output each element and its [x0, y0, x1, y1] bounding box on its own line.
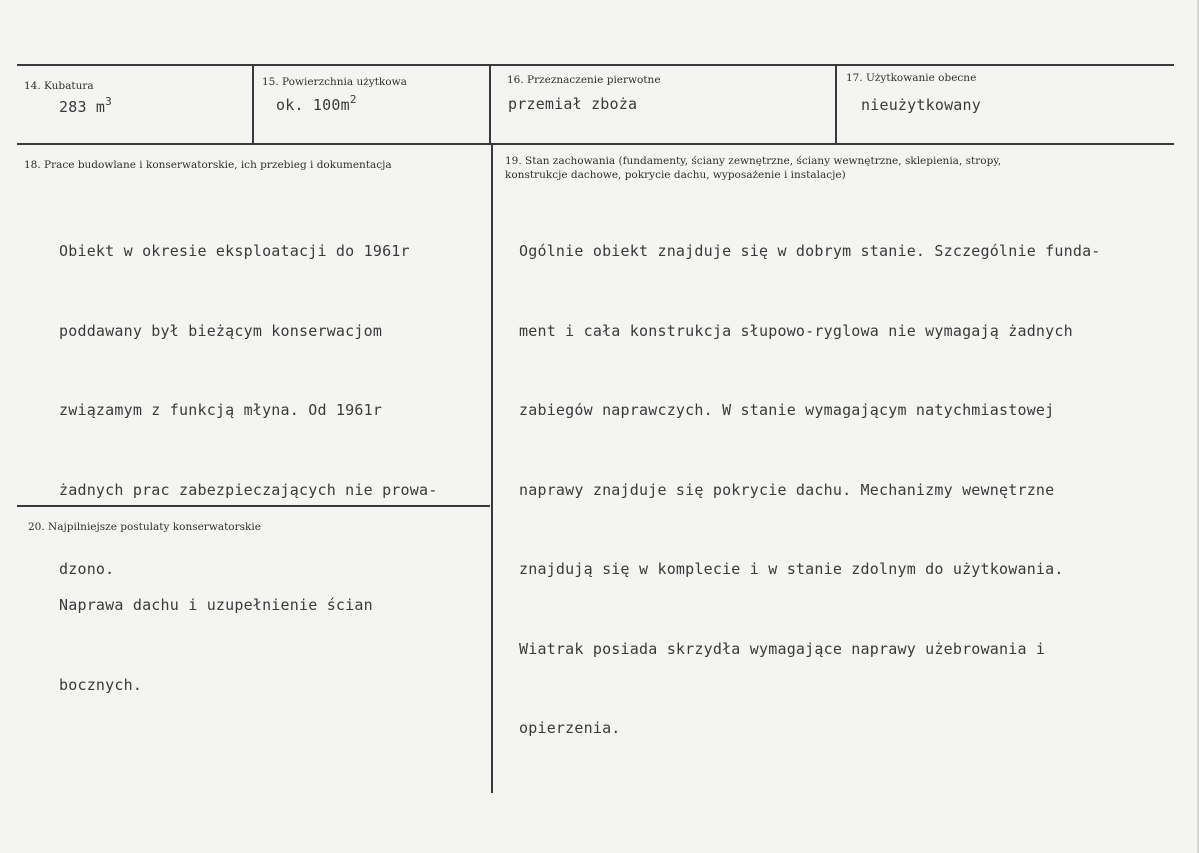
divider-16-17: [835, 64, 837, 144]
powierzchnia-label: 15. Powierzchnia użytkowa: [262, 76, 407, 88]
kubatura-label: 14. Kubatura: [24, 80, 94, 92]
prace-line: związamym z funkcją młyna. Od 1961r: [59, 401, 383, 419]
postulaty-label: 20. Najpilniejsze postulaty konserwatorskie: [28, 521, 261, 533]
postulaty-text: [59, 539, 373, 751]
powierzchnia-exponent: 2: [349, 93, 357, 106]
przeznaczenie-label: 16. Przeznaczenie pierwotne: [507, 74, 661, 86]
divider-14-15: [252, 64, 254, 144]
stan-line: Ogólnie obiekt znajduje się w dobrym stanie. Szczególnie funda-: [519, 242, 1101, 260]
divider-15-16: [489, 64, 491, 144]
stan-line: zabiegów naprawczych. W stanie wymagającym natychmiastowej: [519, 401, 1055, 419]
prace-line: żadnych prac zabezpieczających nie prowa-: [59, 480, 438, 499]
kubatura-number: 283 m: [59, 98, 106, 116]
uzytkowanie-label: 17. Użytkowanie obecne: [846, 72, 977, 84]
stan-line: znajdują się w komplecie i w stanie zdolnym do użytkowania.: [519, 560, 1064, 578]
powierzchnia-value: [276, 92, 357, 121]
row1-bottom-rule: [17, 143, 1174, 145]
stan-line: Wiatrak posiada skrzydła wymagające naprawy użebrowania i: [519, 639, 1046, 658]
kubatura-value: [59, 94, 112, 123]
divider-column-main: [491, 143, 493, 793]
stan-label-line1: 19. Stan zachowania (fundamenty, ściany zewnętrzne, ściany wewnętrzne, sklepienia, stropy,: [505, 155, 1002, 167]
postulaty-line: bocznych.: [59, 675, 143, 694]
prace-line: Obiekt w okresie eksploatacji do 1961r: [59, 242, 410, 260]
stan-line: opierzenia.: [519, 719, 621, 737]
prace-line: poddawany był bieżącym konserwacjom: [59, 321, 383, 340]
przeznaczenie-value: przemiał zboża: [508, 95, 638, 113]
prace-label: 18. Prace budowlane i konserwatorskie, ich przebieg i dokumentacja: [24, 159, 392, 171]
powierzchnia-number: ok. 100m: [276, 96, 350, 114]
stan-label-line2: konstrukcje dachowe, pokrycie dachu, wyposażenie i instalacje): [505, 169, 846, 181]
stan-text: [519, 185, 1101, 795]
prace-line: dzono.: [59, 560, 115, 578]
uzytkowanie-value: nieużytkowany: [861, 96, 981, 114]
stan-line: naprawy znajduje się pokrycie dachu. Mechanizmy wewnętrzne: [519, 480, 1055, 499]
stan-line: ment i cała konstrukcja słupowo-ryglowa nie wymagają żadnych: [519, 321, 1073, 340]
kubatura-exponent: 3: [105, 95, 112, 108]
postulaty-line: Naprawa dachu i uzupełnienie ścian: [59, 596, 373, 614]
top-rule: [17, 64, 1174, 66]
